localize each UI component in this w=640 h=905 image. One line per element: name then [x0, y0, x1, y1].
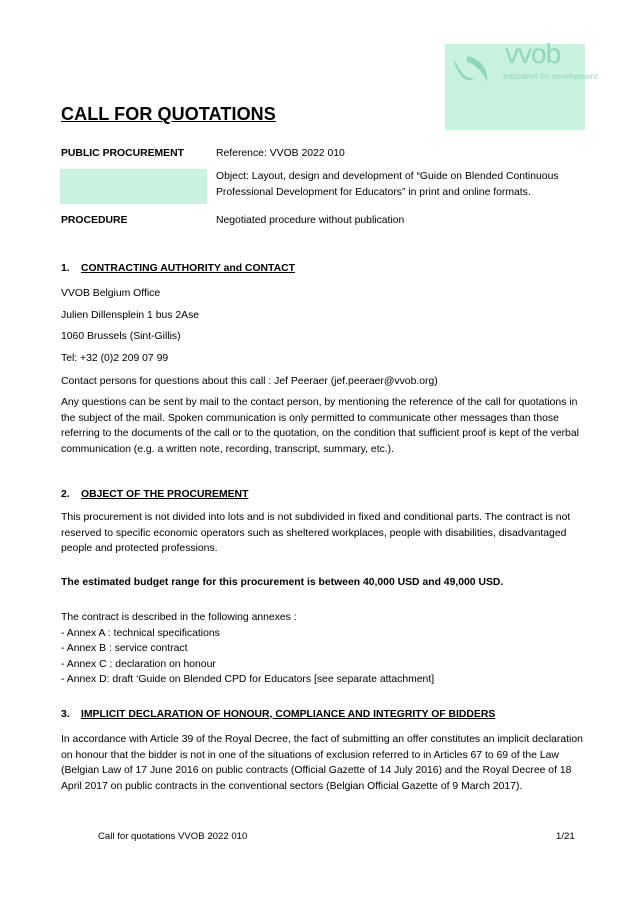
vvob-logo-mark-icon	[449, 52, 499, 90]
footer-reference: Call for quotations VVOB 2022 010	[98, 831, 248, 842]
declaration-para: In accordance with Article 39 of the Royal Decree, the fact of submitting an offer constitutes an implicit declaration on honour that the bidder is not in one of the situations of exclusion referred to in Articles 67 to 69 of the Law (Belgian Law of 17 June 2016 on public contracts (Official Gazette of 14 July 2016) and the Royal Decree of 18 April 2017 on public contracts in the conventional sectors (Belgian Official Gazette of 9 March 2017).	[61, 734, 583, 792]
office-tel: Tel: +32 (0)2 209 07 99	[61, 353, 169, 364]
annex-item: - Annex A : technical specifications	[61, 628, 220, 639]
office-street: Julien Dillensplein 1 bus 2Ase	[61, 310, 200, 321]
page-title: CALL FOR QUOTATIONS	[61, 104, 276, 124]
annex-item: - Annex C : declaration on honour	[61, 659, 216, 670]
procedure-label: PROCEDURE	[61, 215, 128, 226]
questions-para: Any questions can be sent by mail to the contact person, by mentioning the reference of the call for quotations in the subject of the mail. Spoken communication is only permitted to communicate other messages than those referring to the documents of the call or to the quotation, on the condition that sufficient proof is kept of the verbal communication (e.g. a written note, recording, transcript, summary, etc.).	[61, 397, 579, 455]
page-number: 1/21	[556, 831, 575, 842]
reference-value: Reference: VVOB 2022 010	[216, 148, 345, 159]
annex-item: - Annex D: draft ‘Guide on Blended CPD for Educators [see separate attachment]	[61, 674, 435, 685]
logo-tagline: education for development	[503, 72, 598, 81]
section-1-heading	[61, 263, 295, 274]
section-1-number: 1.	[61, 263, 70, 274]
section-3-number: 3.	[61, 709, 70, 720]
section-3-title: IMPLICIT DECLARATION OF HONOUR, COMPLIANCE AND INTEGRITY OF BIDDERS	[81, 709, 496, 720]
vvob-logo	[445, 38, 598, 130]
office-city: 1060 Brussels (Sint-Gillis)	[61, 331, 181, 342]
budget-statement: The estimated budget range for this procurement is between 40,000 USD and 49,000 USD.	[61, 577, 504, 588]
section-1-title: CONTRACTING AUTHORITY and CONTACT	[81, 263, 295, 274]
office-name: VVOB Belgium Office	[61, 288, 161, 299]
section-2-heading	[61, 489, 248, 500]
object-para: This procurement is not divided into lots and is not subdivided in fixed and conditional parts. The contract is not reserved to specific economic operators such as sheltered workplaces, people with disabilities, disadvantaged people and protected professions.	[61, 512, 571, 554]
section-2-number: 2.	[61, 489, 70, 500]
procedure-value: Negotiated procedure without publication	[216, 215, 405, 226]
contact-person: Contact persons for questions about this call : Jef Peeraer (jef.peeraer@vvob.org)	[61, 376, 438, 387]
object-value: Object: Layout, design and development of “Guide on Blended Continuous Professional Development for Educators” in print and online formats.	[216, 171, 559, 198]
annex-item: - Annex B : service contract	[61, 643, 188, 654]
public-procurement-label: PUBLIC PROCUREMENT	[61, 148, 184, 159]
logo-word: vvob	[505, 38, 561, 69]
green-cell	[60, 169, 207, 204]
section-3-heading	[61, 709, 495, 720]
section-2-title: OBJECT OF THE PROCUREMENT	[81, 489, 249, 500]
annex-intro: The contract is described in the following annexes :	[61, 612, 297, 623]
